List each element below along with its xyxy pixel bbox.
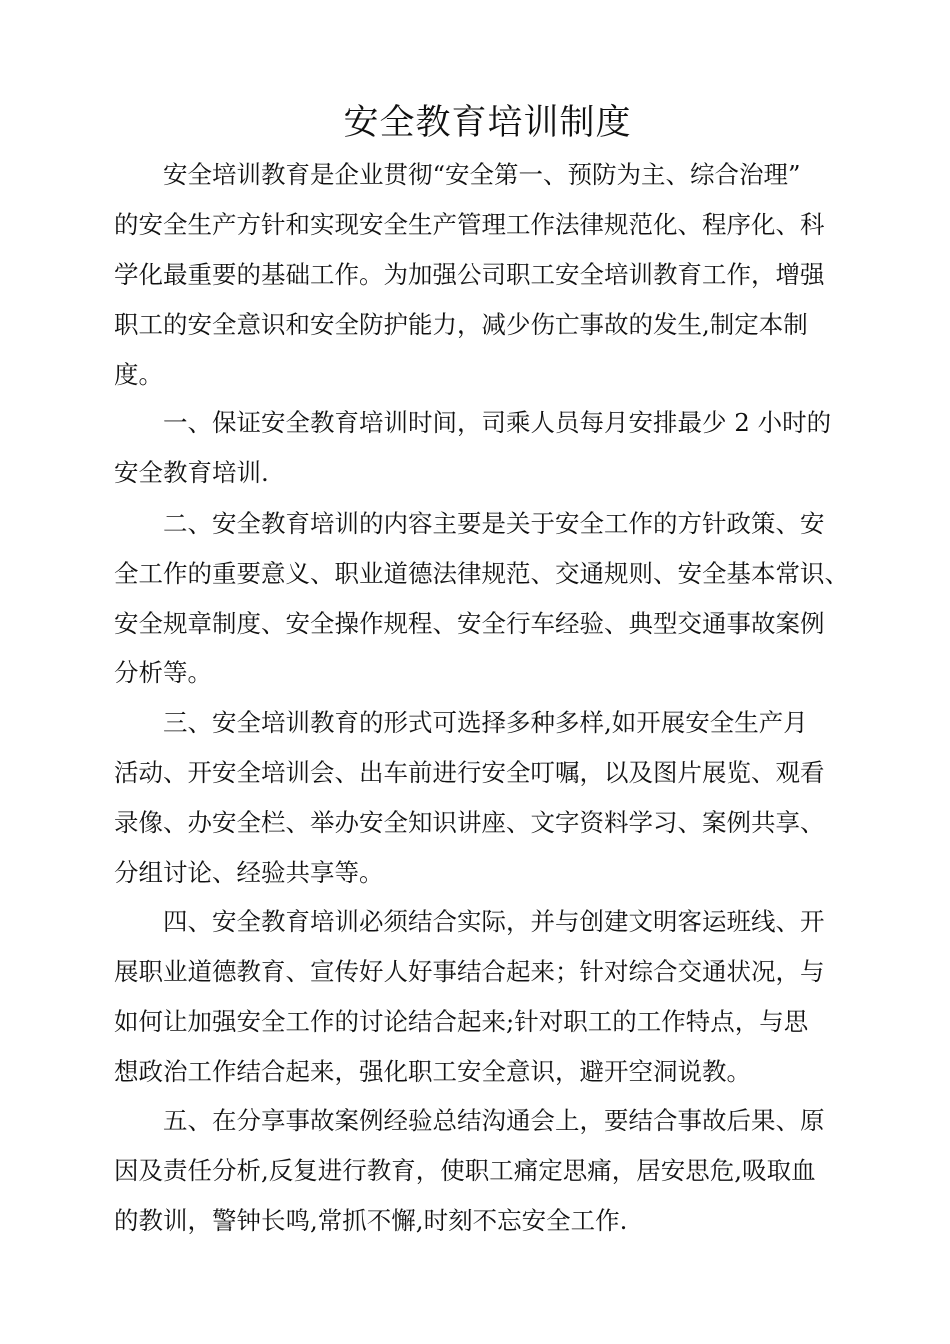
paragraph-line: 职工的安全意识和安全防护能力，减少伤亡事故的发生,制定本制	[114, 310, 808, 339]
paragraph-line: 的安全生产方针和实现安全生产管理工作法律规范化、程序化、科	[114, 210, 825, 239]
paragraph-line: 安全教育培训.	[114, 458, 269, 487]
document-title: 安全教育培训制度	[343, 103, 632, 143]
paragraph-line: 安全培训教育是企业贯彻“安全第一、预防为主、综合治理”	[163, 160, 801, 189]
paragraph-line: 因及责任分析,反复进行教育，使职工痛定思痛，居安思危,吸取血	[114, 1156, 816, 1185]
paragraph-line: 分组讨论、经验共享等。	[114, 858, 384, 887]
paragraph-line: 展职业道德教育、宣传好人好事结合起来；针对综合交通状况，与	[114, 957, 825, 986]
paragraph-line: 度。	[114, 360, 163, 389]
paragraph-line: 安全规章制度、安全操作规程、安全行车经验、典型交通事故案例	[114, 609, 825, 638]
paragraph-line: 一、保证安全教育培训时间，司乘人员每月安排最少 2 小时的	[163, 408, 832, 437]
paragraph-line: 二、安全教育培训的内容主要是关于安全工作的方针政策、安	[163, 509, 825, 538]
paragraph-line: 学化最重要的基础工作。为加强公司职工安全培训教育工作，增强	[114, 260, 825, 289]
paragraph-line: 的教训，警钟长鸣,常抓不懈,时刻不忘安全工作.	[114, 1206, 628, 1235]
paragraph-line: 想政治工作结合起来，强化职工安全意识，避开空洞说教。	[114, 1057, 751, 1086]
paragraph-line: 录像、办安全栏、举办安全知识讲座、文字资料学习、案例共享、	[114, 808, 825, 837]
paragraph-line: 全工作的重要意义、职业道德法律规范、交通规则、安全基本常识、	[114, 559, 849, 588]
paragraph-line: 如何让加强安全工作的讨论结合起来;针对职工的工作特点，与思	[114, 1007, 809, 1036]
paragraph-line: 四、安全教育培训必须结合实际，并与创建文明客运班线、开	[163, 907, 825, 936]
paragraph-line: 活动、开安全培训会、出车前进行安全叮嘱，以及图片展览、观看	[114, 758, 825, 787]
paragraph-line: 三、安全培训教育的形式可选择多种多样,如开展安全生产月	[163, 708, 808, 737]
paragraph-line: 分析等。	[114, 658, 212, 687]
paragraph-line: 五、在分享事故案例经验总结沟通会上，要结合事故后果、原	[163, 1106, 825, 1135]
